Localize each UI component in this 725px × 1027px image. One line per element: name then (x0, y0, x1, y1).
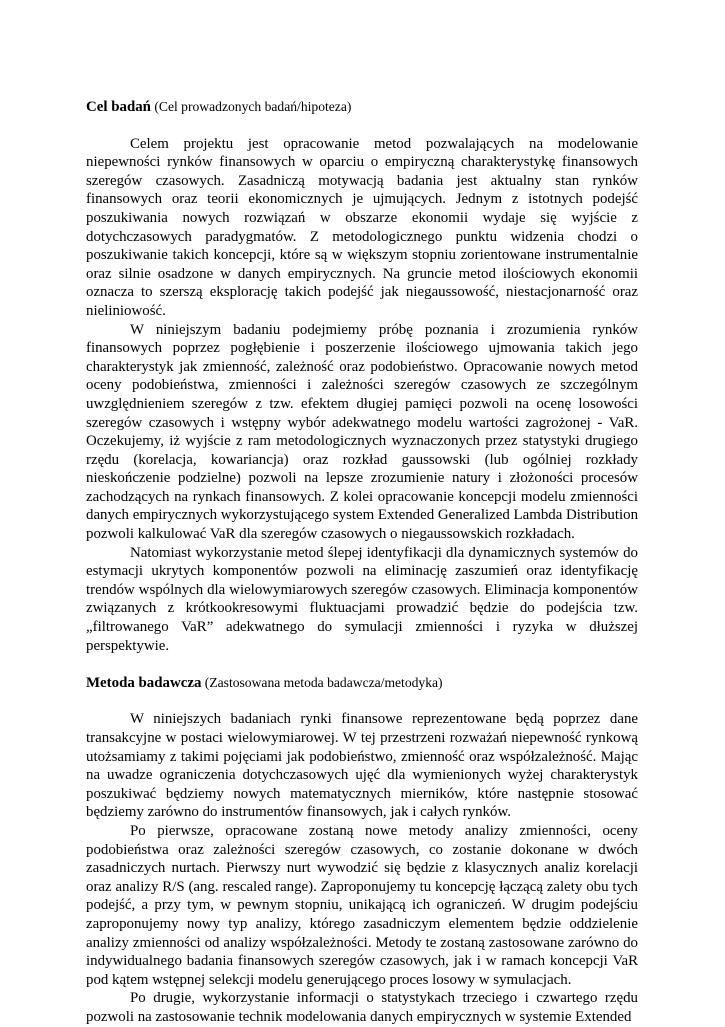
section-heading-method-subtitle: (Zastosowana metoda badawcza/metodyka) (201, 674, 443, 690)
section-heading-goal-title: Cel badań (86, 99, 151, 115)
goal-paragraph-2: W niniejszym badaniu podejmiemy próbę poznania i zrozumienia rynków finansowych poprzez pogłębienie i poszerzenie ilościowego ujmowania takich jego charakterystyk jak zmienność, zależność oraz podobieństwo. Opracowanie nowych metod oceny podobieństwa, zmienności i zależności szeregów czasowych ze szczególnym uwzględnieniem szeregów z tzw. efektem długiej pamięci pozwoli na ocenę losowości szeregów czasowych i wstępny wybór adekwatnego modelu wartości zagrożonej - VaR. Oczekujemy, iż wyjście z ram metodologicznych wyznaczonych przez statystyki drugiego rzędu (korelacja, kowariancja) oraz rozkład gaussowski (lub ogólniej rozkłady nieskończenie podzielne) pozwoli na lepsze zrozumienie natury i złożoności procesów zachodzących na rynkach finansowych. Z kolei opracowanie koncepcji modelu zmienności danych empirycznych wykorzystującego system Extended Generalized Lambda Distribution pozwoli kalkulować VaR dla szeregów czasowych o niegaussowskich rozkładach. (86, 321, 639, 543)
goal-paragraph-1: Celem projektu jest opracowanie metod pozwalających na modelowanie niepewności rynków finansowych w oparciu o empiryczną charakterystykę finansowych szeregów czasowych. Zasadniczą motywacją badania jest aktualny stan rynków finansowych oraz teorii ekonomicznych je ujmujących. Jednym z istotnych podejść poszukiwania nowych rozwiązań w obszarze ekonomii wydaje się wyjście z dotychczasowych paradygmatów. Z metodologicznego punktu widzenia chodzi o poszukiwanie takich koncepcji, które są w większym stopniu zorientowane instrumentalnie oraz silnie osadzone w danych empirycznych. Na gruncie metod ilościowych ekonomii oznacza to szerszą eksplorację takich podejść jak niegaussowość, niestacjonarność oraz nieliniowość. (86, 135, 638, 319)
section-heading-method (86, 674, 638, 693)
method-paragraph-3: Po drugie, wykorzystanie informacji o statystykach trzeciego i czwartego rzędu pozwoli na zastosowanie technik modelowania danych empirycznych w systemie Extended (86, 990, 638, 1025)
section-heading-method-title: Metoda badawcza (86, 674, 202, 691)
method-paragraph-1: W niniejszych badaniach rynki finansowe reprezentowane będą poprzez dane transakcyjne w postaci wielowymiarowej. W tej przestrzeni rozważań niepewność rynkową utożsamiamy z takimi pojęciami jak podobieństwo, zmienność oraz współzależność. Mając na uwadze ograniczenia dotychczasowych ujęć dla wymienionych wyżej charakterystyk poszukiwać będziemy nowych matematycznych mierników, które następnie stosować będziemy zarówno do instrumentów finansowych, jak i całych rynków. (86, 711, 638, 821)
goal-paragraph-3: Natomiast wykorzystanie metod ślepej identyfikacji dla dynamicznych systemów do estymacji ukrytych komponentów pozwoli na eliminację zaszumień oraz identyfikację trendów wspólnych dla wielowymiarowych szeregów czasowych. Eliminacja komponentów związanych z krótkookresowymi fluktuacjami prowadzić będzie do podejścia tzw. „filtrowanego VaR” adekwatnego do symulacji zmienności i ryzyka w dłuższej perspektywie. (86, 544, 638, 654)
section-heading-goal (86, 98, 638, 117)
document-page (86, 98, 638, 1027)
method-paragraph-2: Po pierwsze, opracowane zostaną nowe metody analizy zmienności, oceny podobieństwa oraz zależności szeregów czasowych, co zostanie dokonane w dwóch zasadniczych nurtach. Pierwszy nurt wywodzić się będzie z klasycznych analiz korelacji oraz analizy R/S (ang. rescaled range). Zaproponujemy tu koncepcję łączącą zalety obu tych podejść, a przy tym, w pewnym stopniu, unikającą ich ograniczeń. W drugim podejściu zaproponujemy nowy typ analizy, którego zasadniczym elementem będzie oddzielenie analizy zmienności od analizy współzależności. Metody te zostaną zastosowane zarówno do indywidualnego badania finansowych szeregów czasowych, jak i w ramach koncepcji VaR pod kątem wstępnej selekcji modelu generującego proces losowy w symulacjach. (86, 822, 638, 988)
section-heading-goal-subtitle: (Cel prowadzonych badań/hipoteza) (150, 99, 352, 114)
